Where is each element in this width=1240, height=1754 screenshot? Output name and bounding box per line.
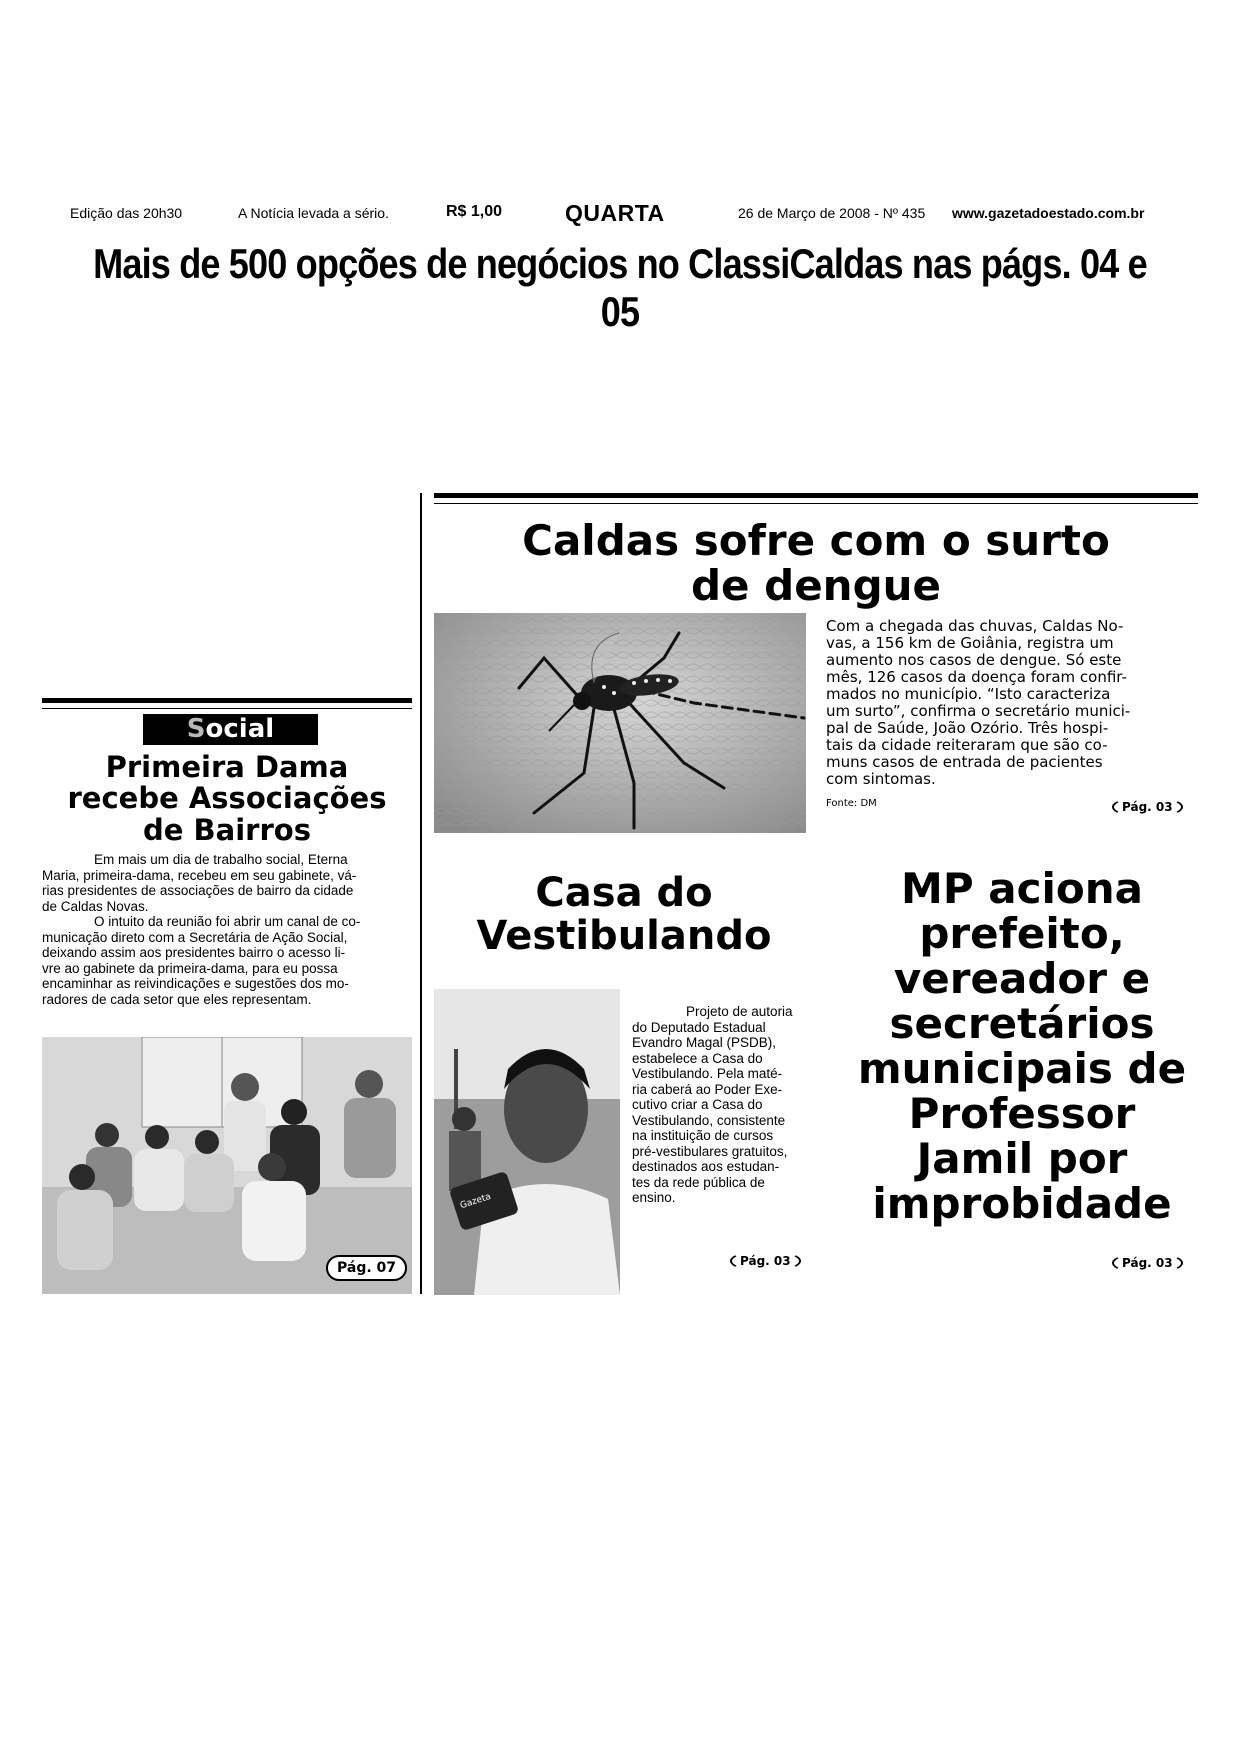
deputy-illustration	[434, 989, 620, 1295]
text-line: ria caberá ao Poder Exe-	[632, 1081, 783, 1097]
mp-headline-line: Professor	[908, 1089, 1136, 1138]
mp-headline-line: improbidade	[872, 1179, 1172, 1228]
text-line: Vestibulando. Pela maté-	[632, 1066, 783, 1081]
lead-body	[826, 618, 1206, 788]
vestibulando-headline[interactable]	[434, 872, 814, 958]
column-divider	[420, 493, 422, 1294]
text-line: pré-vestibulares gratuitos,	[632, 1143, 788, 1159]
text-line: estabelece a Casa do	[632, 1050, 763, 1066]
social-body	[42, 852, 412, 1007]
text-line: pal de Saúde, João Ozório. Três hospi-	[826, 719, 1109, 737]
text-line: mês, 126 casos da doença foram confir-	[826, 668, 1127, 686]
price: R$ 1,00	[446, 203, 503, 220]
text-line: O intuito da reunião foi abrir um canal de co-	[94, 914, 361, 929]
text-line: na instituição de cursos	[632, 1128, 774, 1143]
mp-headline-line: vereador e	[893, 954, 1151, 1003]
lead-top-rule-thin	[434, 503, 1198, 504]
vestibulando-body	[632, 1004, 806, 1206]
text-line: aumento nos casos de dengue. Só este	[826, 651, 1122, 669]
slogan: A Notícia levada a sério.	[238, 205, 389, 221]
lead-page-ref[interactable]: Pág. 03	[1112, 796, 1183, 818]
lead-headline-line: de dengue	[690, 561, 942, 611]
social-top-rule	[42, 698, 412, 703]
mp-headline-line: Jamil por	[916, 1134, 1128, 1183]
edition-time: Edição das 20h30	[70, 205, 183, 221]
text-line: de Caldas Novas.	[42, 898, 149, 914]
text-line: tais da cidade reiteraram que são co-	[826, 736, 1108, 754]
section-label-social	[143, 714, 318, 745]
website-link[interactable]: www.gazetadoestado.com.br	[952, 205, 1145, 221]
text-line: Maria, primeira-dama, recebeu em seu gabinete, vá-	[42, 867, 357, 883]
lead-headline-line: Caldas sofre com o surto	[522, 516, 1110, 565]
mp-headline[interactable]	[834, 866, 1210, 1226]
text-line: ensino.	[632, 1190, 676, 1205]
mosquito-photo	[434, 613, 806, 833]
social-headline-line: de Bairros	[143, 812, 311, 847]
text-line: vas, a 156 km de Goiânia, registra um	[826, 634, 1114, 652]
social-headline[interactable]	[42, 752, 412, 846]
text-line: tes da rede pública de	[632, 1174, 765, 1190]
text-line: do Deputado Estadual	[632, 1019, 766, 1035]
lead-source: Fonte: DM	[826, 798, 877, 809]
text-line: muns casos de entrada de pacientes	[826, 753, 1103, 771]
classifieds-banner: Mais de 500 opções de negócios no ClassiCaldas nas págs. 04 e 05	[93, 240, 1147, 335]
vestibulando-headline-line: Vestibulando	[476, 913, 772, 960]
issue-date: 26 de Março de 2008 - Nº 435	[738, 205, 926, 221]
mp-headline-line: municipais de	[857, 1044, 1187, 1093]
weekday: QUARTA	[565, 200, 665, 226]
section-initial: S	[186, 714, 206, 744]
mp-headline-line: prefeito,	[919, 909, 1125, 958]
social-page-ref[interactable]: Pág. 07	[326, 1255, 407, 1281]
text-line: municação direto com a Secretária de Ação Social,	[42, 929, 348, 945]
text-line: com sintomas.	[826, 770, 936, 788]
social-top-rule-thin	[42, 708, 412, 709]
text-line: rias presidentes de associações de bairro da cidade	[42, 883, 354, 898]
text-line: Projeto de autoria	[686, 1004, 793, 1019]
text-line: mados no município. “Isto caracteriza	[826, 685, 1111, 703]
lead-headline[interactable]	[434, 518, 1198, 609]
text-line: Vestibulando, consistente	[632, 1112, 786, 1128]
mp-headline-line: secretários	[889, 999, 1155, 1048]
text-line: vre ao gabinete da primeira-dama, para eu possa	[42, 960, 338, 976]
social-headline-line: Primeira Dama	[105, 750, 349, 784]
section-rest: ocial	[205, 714, 275, 744]
text-line: Em mais um dia de trabalho social, Eterna	[94, 852, 348, 867]
mp-headline-line: MP aciona	[901, 864, 1143, 913]
vestibulando-headline-line: Casa do	[535, 870, 713, 916]
text-line: cutivo criar a Casa do	[632, 1097, 763, 1112]
vestibulando-page-ref[interactable]: Pág. 03	[730, 1250, 801, 1272]
text-line: deixando assim aos presidentes bairro o acesso li-	[42, 945, 346, 960]
mp-page-ref[interactable]: Pág. 03	[1112, 1252, 1183, 1274]
text-line: destinados aos estudan-	[632, 1159, 780, 1174]
text-line: um surto”, confirma o secretário munici-	[826, 702, 1131, 720]
text-line: Evandro Magal (PSDB),	[632, 1035, 777, 1050]
text-line: encaminhar as reivindicações e sugestões dos mo-	[42, 976, 349, 991]
svg-text:Gazeta: Gazeta	[459, 1191, 493, 1212]
mosquito-illustration	[434, 613, 806, 833]
social-headline-line: recebe Associações	[67, 781, 387, 816]
lead-top-rule	[434, 493, 1198, 498]
deputy-photo	[434, 989, 620, 1295]
text-line: radores de cada setor que eles representam.	[42, 991, 312, 1007]
text-line: Com a chegada das chuvas, Caldas No-	[826, 617, 1124, 635]
